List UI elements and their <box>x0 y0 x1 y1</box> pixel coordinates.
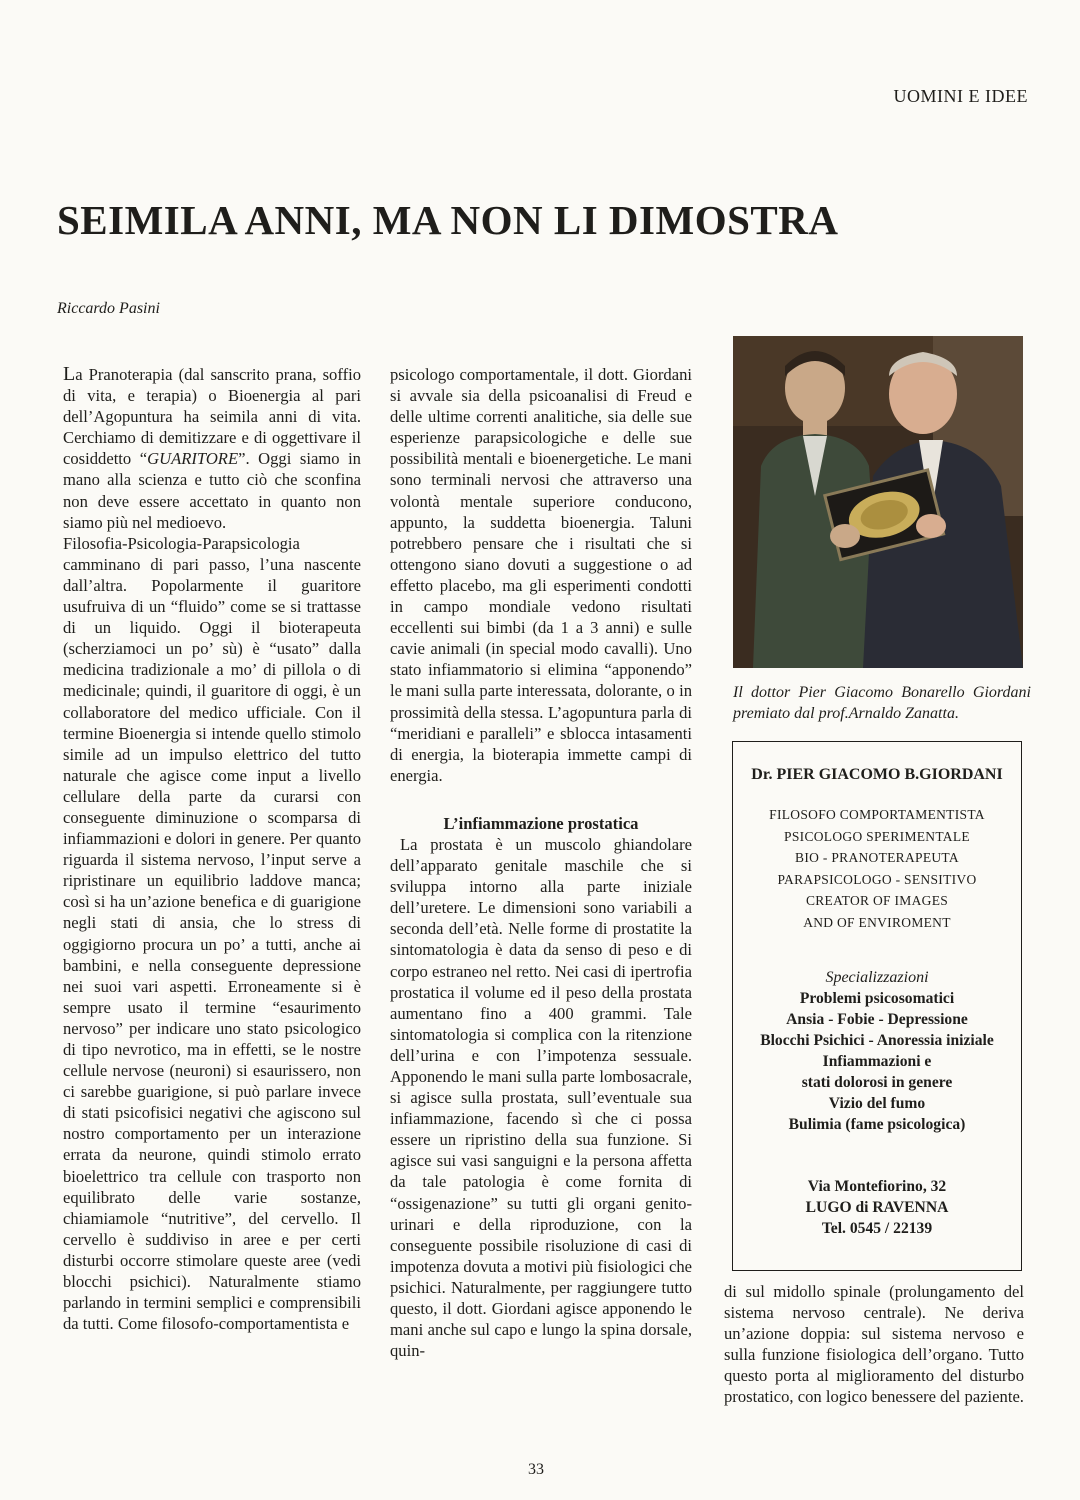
specialization-item: Blocchi Psichici - Anoressia iniziale <box>760 1032 994 1049</box>
specialization-item: Bulimia (fame psicologica) <box>788 1116 966 1133</box>
page-number: 33 <box>528 1461 544 1478</box>
drop-cap: L <box>63 363 76 385</box>
title-line: AND OF ENVIROMENT <box>803 914 951 930</box>
title-line: CREATOR OF IMAGES <box>805 893 949 908</box>
address-street: Via Montefiorino, 32 <box>807 1178 947 1195</box>
specializations-heading: Specializzazioni <box>825 969 929 986</box>
address-city: LUGO di RAVENNA <box>805 1199 949 1216</box>
specializations-list <box>733 988 1021 1135</box>
paragraph: Filosofia-Psicologia-Parapsicologia camminano di pari passo, l’una nascente dall’altra. Popolarmente il guaritore usufruiva di un “fluido” come se si trattasse di un liquido. Oggi il bioterapeuta (scherziamoci un po’ sù) è “usato” dalla medicina tradizionale a mo’ di pillola o di medicinale; quindi, il guaritore di oggi, è un collaboratore del medico ufficiale. Con il termine Bioenergia si intende quello stimolo simile ad un impulso elettrico del tutto naturale che agisce come input a livello cellulare della parte da curarsi con conseguente diminuzione o scomparsa di infiammazioni e dolori in genere. Per quanto riguarda il sistema nervoso, l’input serve a ripristinare un equilibrio laddove manca; così si ha un’azione benefica e di guarigione negli stati di ansia, che lo stress di oggigiorno procura un po’ a tutti, anche ai bambini, e nella conseguente depressione nei suoi vari aspetti. Erroneamente si è sempre usato il termine “esaurimento nervoso” per indicare uno stato psicologico di tipo nevrotico, ma in effetti, se le nostre cellule nervose (neuroni) si esaurissero, non ci sarebbe guarigione, si può parlare invece di stati psicofisici negativi che agiscono sul nostro comportamento per un interazione errata da neurone, quindi stimolo errato bioelettrico tra cellule con trasporto non equilibrato delle varie sostanze, chiamiamole “nutritive”, del cervello. Il cervello è suddiviso in aree e per certi disturbi occorre stimolare queste aree (vedi blocchi psichici). Naturalmente stiamo parlando in termini semplici e comprensibili da tutti. Come filosofo-comportamentista e <box>63 533 361 1334</box>
professional-titles <box>733 804 1021 933</box>
paragraph: di sul midollo spinale (prolungamento del sistema nervoso centrale). Ne deriva un’azione doppia: sul sistema nervoso e sulla funzione fisiologica dell’organo. Tutto questo porta al miglioramento del disturbo prostatico, con logico benessere del paziente. <box>724 1282 1024 1407</box>
specialization-item: Vizio del fumo <box>828 1095 926 1112</box>
column-2 <box>390 364 692 1361</box>
paragraph-text-end: ”. Oggi siamo in mano alla scienza e tutto ciò che sconfina non deve essere accettato in quanto non siamo più nel medioevo. <box>63 449 361 532</box>
column-1 <box>63 364 361 1334</box>
card-name: Dr. PIER GIACOMO B.GIORDANI <box>751 766 1003 783</box>
specialization-item: stati dolorosi in genere <box>801 1074 953 1091</box>
address-phone: Tel. 0545 / 22139 <box>821 1220 933 1237</box>
specialization-item: Infiammazioni e <box>822 1053 932 1070</box>
photo-illustration <box>733 336 1023 668</box>
section-label: UOMINI E IDEE <box>893 86 1028 106</box>
article-title: SEIMILA ANNI, MA NON LI DIMOSTRA <box>57 197 839 243</box>
paragraph-intro <box>63 364 361 533</box>
emphasis-word: GUARITORE <box>147 449 239 469</box>
award-photo <box>733 336 1023 668</box>
paragraph: La prostata è un muscolo ghiandolare dell’apparato genitale maschile che si sviluppa intorno alla parte iniziale dell’uretere. Le dimensioni sono variabili a seconda dell’età. Nelle forme di prostatite la sintomatologia è data da senso di peso e di corpo estraneo nel retto. Nei casi di ipertrofia prostatica il volume ed il peso della prostata aumentano fino a 400 grammi. Tale sintomatologia si complica con la ritenzione dell’urina e con l’impotenza sessuale. Apponendo le mani sulla parte lombosacrale, si agisce sulla prostata, sull’eventuale sua infiammazione, facendo sì che ci possa essere un ripristino della sua funzione. Si agisce sui vasi sanguigni e la persona affetta da tale patologia è come fornita di “ossigenazione” su tutti gli organi genito-urinari e della riproduzione, con la conseguente possibile risoluzione di casi di impotenza dovuta a motivi più fisiologici che psichici. Naturalmente, per raggiungere tutto questo, il dott. Giordani agisce apponendo le mani anche sul capo e lungo la spina dorsale, quin- <box>390 834 692 1361</box>
paragraph-text: a Pranoterapia (dal sanscrito prana, soffio di vita, e terapia) o Bioenergia al pari dell’Agopuntura ha seimila anni di vita. Cerchiamo di demitizzare e di oggettivare il cosiddetto “ <box>63 365 361 469</box>
title-line: BIO - PRANOTERAPEUTA <box>795 850 959 865</box>
title-line: PSICOLOGO SPERIMENTALE <box>784 828 970 844</box>
subheading: L’infiammazione prostatica <box>443 813 639 833</box>
photo-caption: Il dottor Pier Giacomo Bonarello Giordani premiato dal prof.Arnaldo Zanatta. <box>733 684 1031 722</box>
advertisement-box <box>732 741 1022 1271</box>
column-3 <box>724 1281 1024 1408</box>
author-byline: Riccardo Pasini <box>57 300 160 317</box>
contact-address <box>733 1176 1021 1239</box>
specialization-item: Problemi psicosomatici <box>799 990 955 1007</box>
title-line: FILOSOFO COMPORTAMENTISTA <box>769 807 985 822</box>
specialization-item: Ansia - Fobie - Depressione <box>786 1011 968 1028</box>
paragraph: psicologo comportamentale, il dott. Giordani si avvale sia della psicoanalisi di Freud e delle ultime correnti analitiche, sia delle sue esperienze parapsicologiche e delle sue possibilità mentali e bioenergetiche. Le mani sono terminali nervosi che attraverso una volontà mentale superiore conducono, appunto, la suddetta bioenergia. Taluni potrebbero pensare che i risultati che si ottengono siano dovuti a suggestione o ad effetto placebo, ma gli esperimenti condotti in campo mondiale vedono risultati eccellenti sui bimbi (da 1 a 3 anni) e sulle cavie animali (in special modo cavalli). Uno stato infiammatorio si elimina “apponendo” le mani sulla parte interessata, dolorante, o in prossimità della stessa. L’agopuntura parla di “meridiani e paralleli” e sblocca intasamenti di energia, la bioterapia immette campi di energia. <box>390 365 692 785</box>
title-line: PARAPSICOLOGO - SENSITIVO <box>777 871 977 887</box>
